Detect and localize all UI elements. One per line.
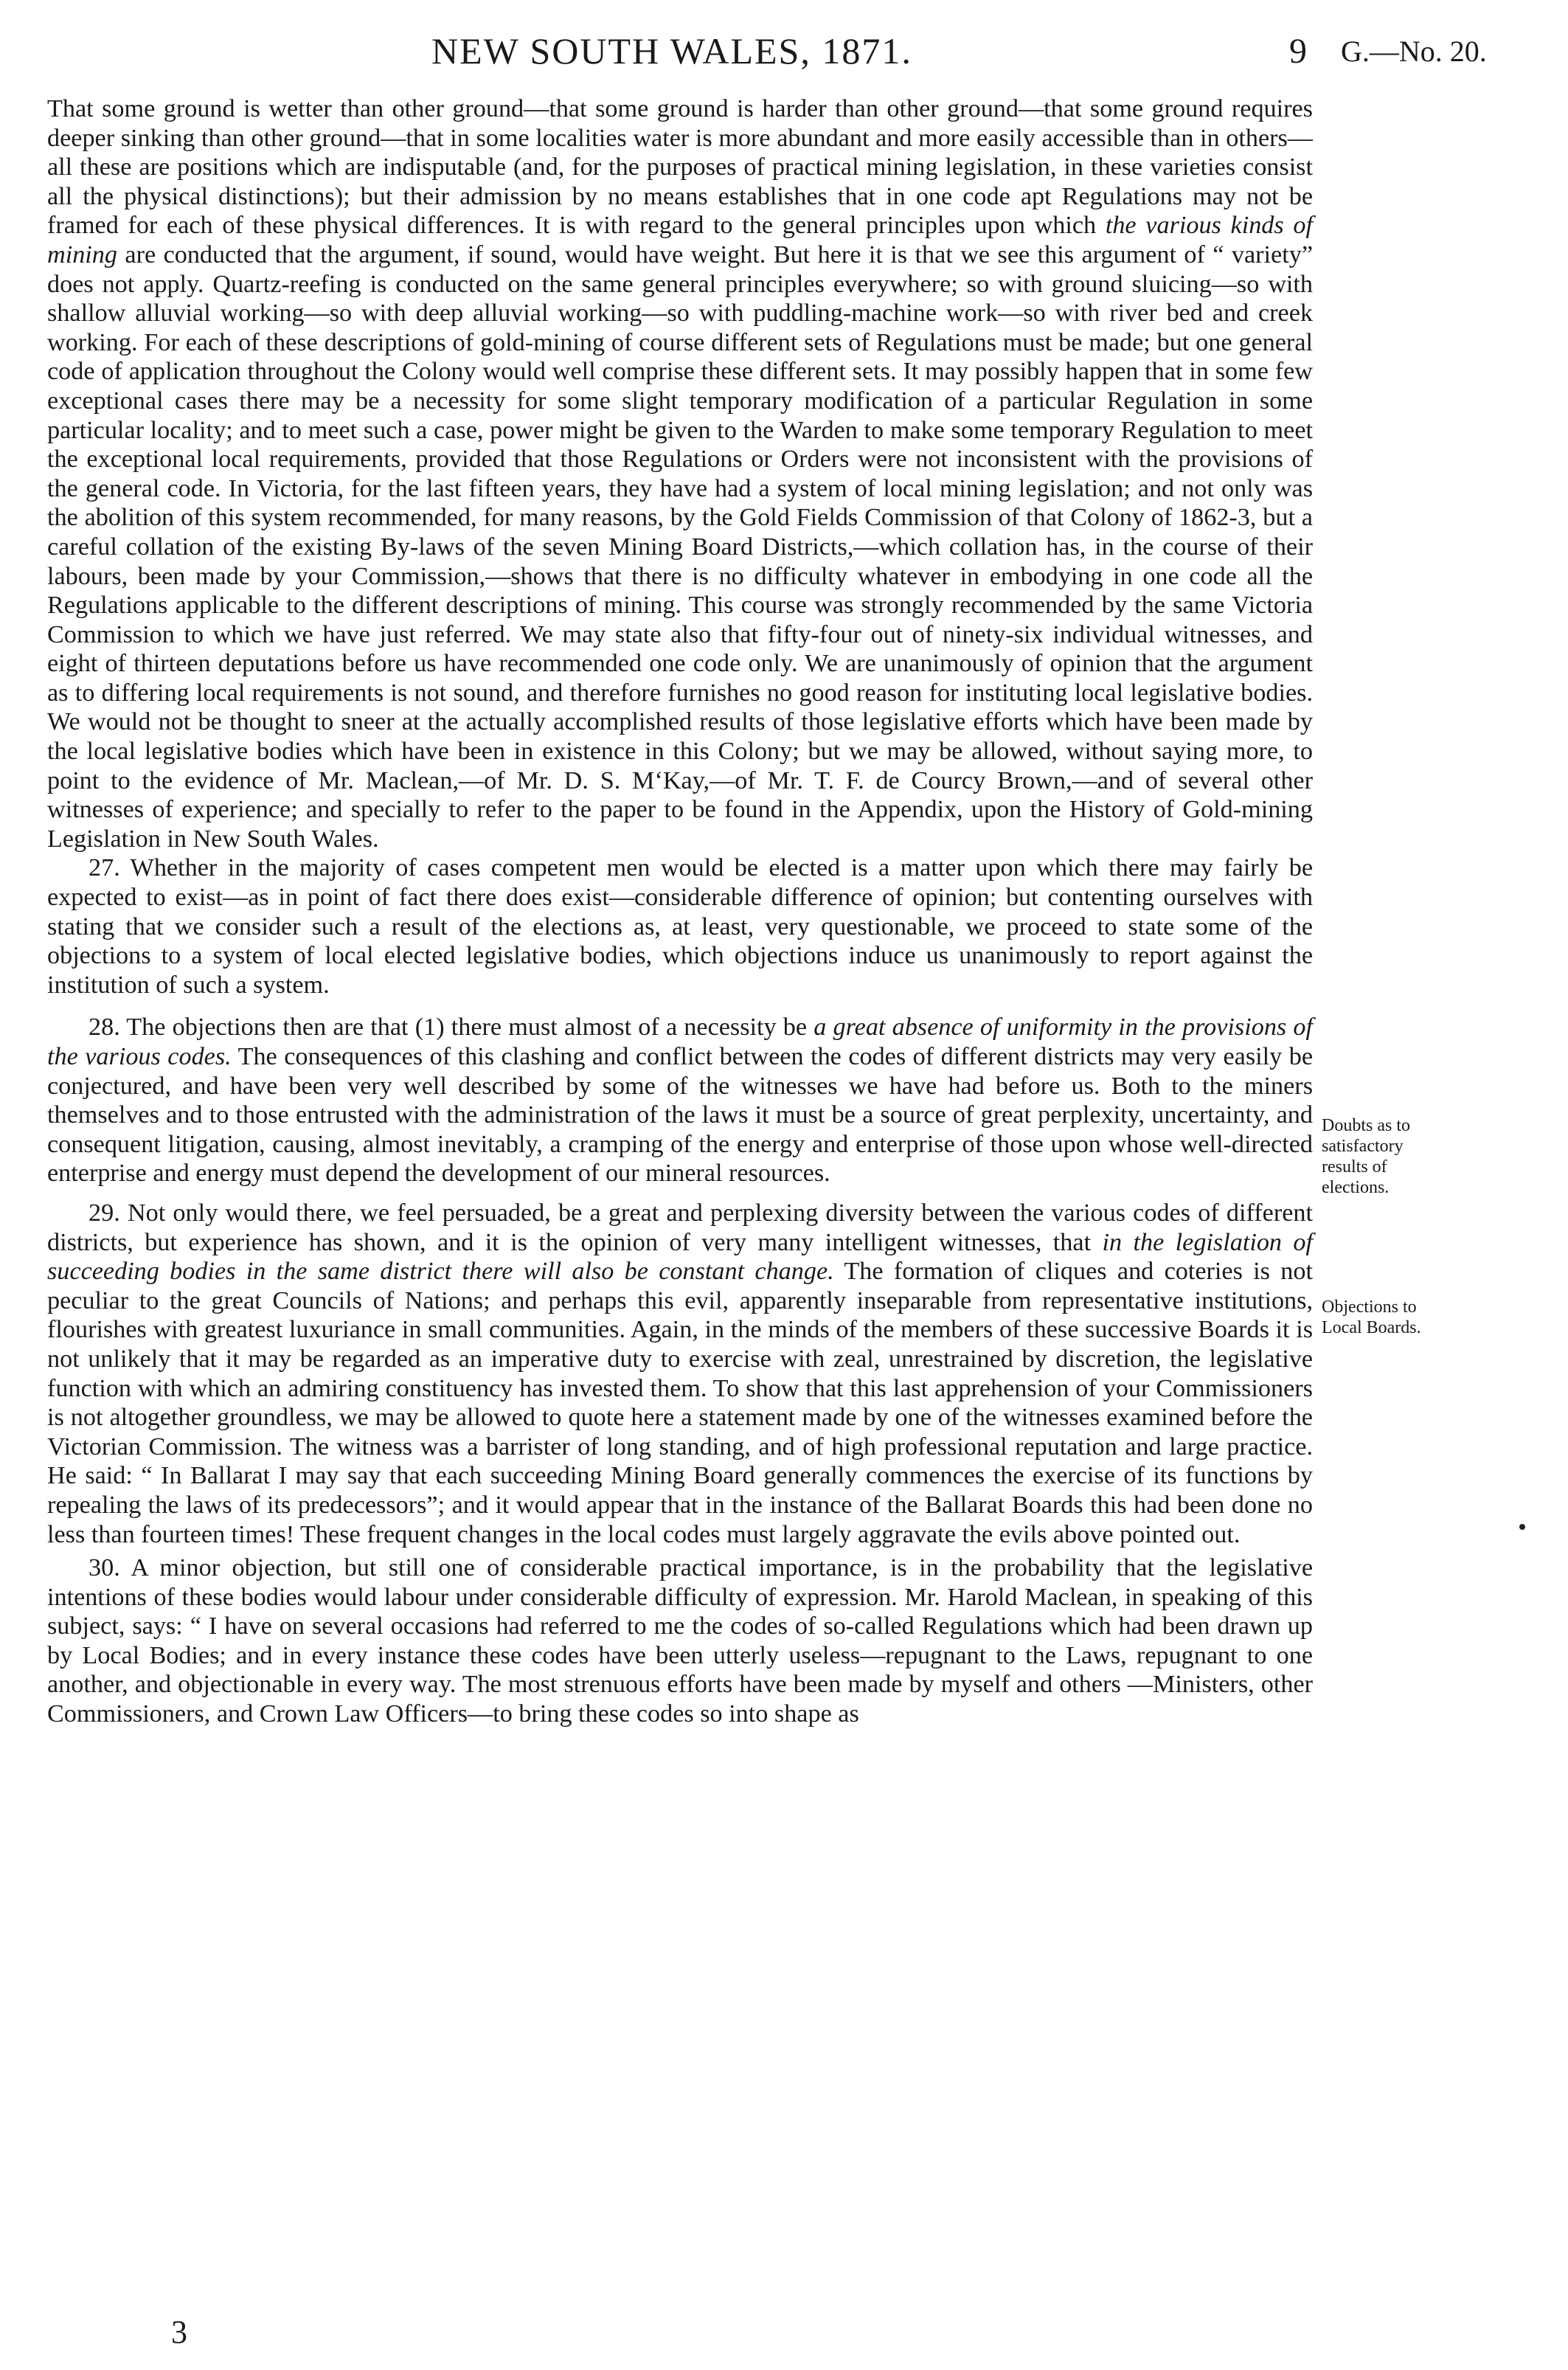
paragraph-continued — [47, 94, 1313, 853]
paragraph-28 — [47, 1013, 1313, 1188]
margin-note-line: results of — [1322, 1157, 1387, 1177]
header-title: NEW SOUTH WALES, 1871. — [431, 30, 912, 72]
italic-phrase: the various kinds of mining — [47, 212, 1313, 268]
margin-note-line: Doubts as to — [1322, 1116, 1410, 1135]
margin-note-line: satisfactory — [1322, 1137, 1404, 1156]
margin-note-line: Objections to — [1322, 1297, 1417, 1317]
document-reference: G.—No. 20. — [1341, 35, 1487, 68]
paragraph-30: 30. A minor objection, but still one of considerable practical importance, is in the probability that the legislative intentions of these bodies would labour under considerable difficulty of expression. Mr. Harold Maclean, in speaking of this subject, says: “ I have on several occasions had referred to me the codes of so-called Regulations which had been drawn up by Local Bodies; and in every instance these codes have been utterly useless—repugnant to the Laws, repugnant to one another, and objectionable in every way. The most strenuous efforts have been made by myself and others —Ministers, other Commissioners, and Crown Law Officers—to bring these codes so into shape as — [47, 1554, 1313, 1728]
paragraph-text: The formation of cliques and coteries is not peculiar to the great Councils of Nations; and perhaps this evil, apparently inseparable from representative institutions, flourishes with greatest luxuriance in small communities. Again, in the minds of the members of these successive Boards it is not unlikely that it may be regarded as an imperative duty to exercise with zeal, unrestrained by discretion, the legislative function with which an admiring constituency has invested them. To show that this last apprehension of your Commissioners is not altogether groundless, we may be allowed to quote here a statement made by one of the witnesses examined before the Victorian Commission. The witness was a barrister of long standing, and of high professional reputation and large practice. He said: “ In Ballarat I may say that each succeeding Mining Board generally commences the exercise of its functions by repealing the laws of its predecessors”; and it would appear that in the instance of the Ballarat Boards this had been done no less than fourteen times! These frequent changes in the local codes must largely aggravate the evils above pointed out. — [47, 1258, 1313, 1548]
margin-note-doubts — [1322, 1115, 1469, 1198]
paragraph-27: 27. Whether in the majority of cases competent men would be elected is a matter upon which there may fairly be expected to exist—as in point of fact there does exist—considerable difference of opinion; but contenting ourselves with stating that we consider such a result of the elections as, at least, very questionable, we proceed to state some of the objections to a system of local elected legislative bodies, which objections induce us unanimously to report against the institution of such a system. — [47, 854, 1313, 999]
paragraph-text: 28. The objections then are that (1) there must almost of a necessity be — [89, 1014, 814, 1042]
margin-note-line: elections. — [1322, 1178, 1390, 1197]
margin-note-line: Local Boards. — [1322, 1318, 1421, 1337]
page-header — [0, 30, 1568, 81]
ink-speck — [1519, 1524, 1525, 1530]
italic-phrase: a great absence of uniformity in the provisions of the various codes. — [47, 1014, 1313, 1070]
page-number: 9 — [1289, 32, 1307, 71]
italic-phrase: in the legislation of succeeding bodies in the same district there will also be constant change. — [47, 1228, 1314, 1286]
paragraph-text: 29. Not only would there, we feel persuaded, be a great and perplexing diversity between the various codes of different districts, but experience has shown, and it is the opinion of very many intelligent witnesses, that — [47, 1199, 1313, 1256]
paragraph-text: That some ground is wetter than other ground—that some ground is harder than other ground—that some ground requires deeper sinking than other ground—that in some localities water is more abundant and more easily accessible than in others—all these are positions which are indisputable (and, for the purposes of practical mining legislation, in these varieties consist all the physical distinctions); but their admission by no means establishes that in one code apt Regulations may not be framed for each of these physical differences. It is with regard to the general principles upon which — [47, 95, 1313, 240]
signature-number: 3 — [171, 2314, 187, 2350]
margin-note-objections — [1322, 1297, 1469, 1338]
report-body — [47, 94, 1313, 1729]
paragraph-text: are conducted that the argument, if sound, would have weight. But here it is that we see this argument of “ variety” does not apply. Quartz-reefing is conducted on the same general principles everywhere; so with ground sluicing—so with shallow alluvial working—so with deep alluvial working—so with puddling-machine work—so with river bed and creek working. For each of these descriptions of gold-mining of course different sets of Regulations must be made; but one general code of application throughout the Colony would well comprise these different sets. It may possibly happen that in some few exceptional cases there may be a necessity for some slight temporary modification of a particular Regulation in some particular locality; and to meet such a case, power might be given to the Warden to make some temporary Regulation to meet the exceptional local requirements, provided that those Regulations or Orders were not inconsistent with the provisions of the general code. In Victoria, for the last fifteen years, they have had a system of local mining legislation; and not only was the abolition of this system recommended, for many reasons, by the Gold Fields Commission of that Colony of 1862-3, but a careful collation of the existing By-laws of the seven Mining Board Districts,—which collation has, in the course of their labours, been made by your Commission,—shows that there is no difficulty whatever in embodying in one code all the Regulations applicable to the different descriptions of mining. This course was strongly recommended by the same Victoria Commission to which we have just referred. We may state also that fifty-four out of ninety-six individual witnesses, and eight of thirteen deputations before us have recommended one code only. We are unanimously of opinion that the argument as to differing local requirements is not sound, and therefore furnishes no good reason for instituting local legislative bodies. We would not be thought to sneer at the actually accomplished results of those legislative efforts which have been made by the local legislative bodies which have been in existence in this Colony; but we may be allowed, without saying more, to point to the evidence of Mr. Maclean,—of Mr. D. S. M‘Kay,—of Mr. T. F. de Courcy Brown,—and of several other witnesses of experience; and specially to refer to the paper to be found in the Appendix, upon the History of Gold-mining Legislation in New South Wales. — [47, 240, 1313, 853]
paragraph-29 — [47, 1199, 1313, 1549]
paragraph-text: The consequences of this clashing and conflict between the codes of different districts may very easily be conjectured, and have been very well described by some of the witnesses we have had before us. Both to the miners themselves and to those entrusted with the administration of the laws it must be a source of great perplexity, uncertainty, and consequent litigation, causing, almost inevitably, a cramping of the energy and enterprise of those upon whose well-directed enterprise and energy must depend the development of our mineral resources. — [47, 1043, 1314, 1188]
